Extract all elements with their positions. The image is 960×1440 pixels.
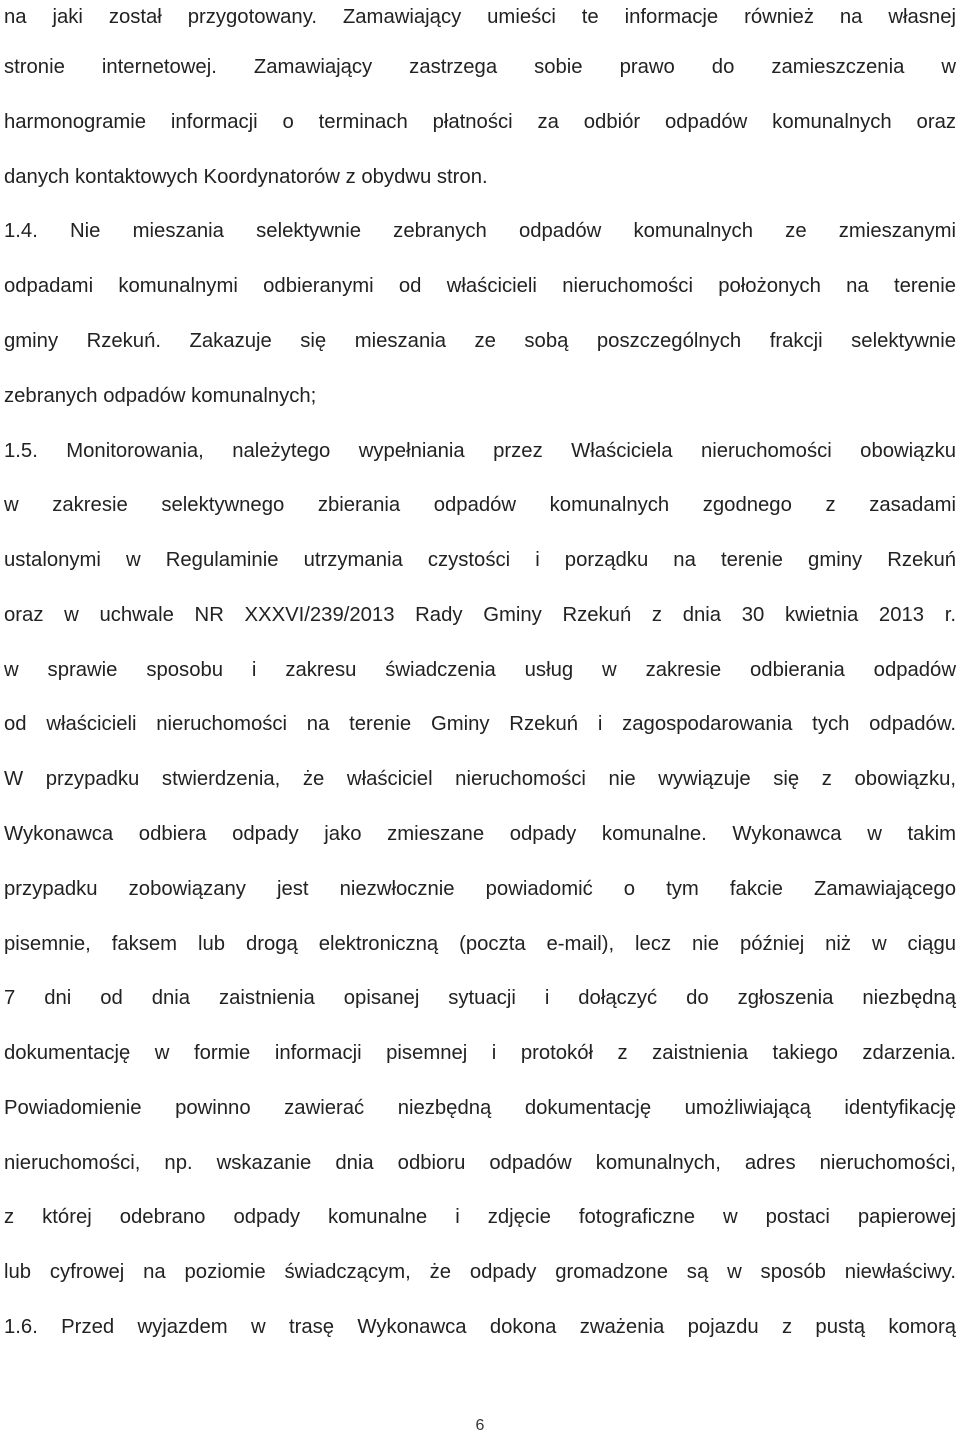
text-line: gminy Rzekuń. Zakazuje się mieszania ze sobą poszczególnych frakcji selektywnie <box>4 330 956 352</box>
text-line: 7 dni od dnia zaistnienia opisanej sytuacji i dołączyć do zgłoszenia niezbędną <box>4 987 956 1009</box>
text-line: na jaki został przygotowany. Zamawiający umieści te informacje również na własnej <box>4 6 956 28</box>
text-line: zebranych odpadów komunalnych; <box>4 385 317 407</box>
text-line: nieruchomości, np. wskazanie dnia odbioru odpadów komunalnych, adres nieruchomości, <box>4 1152 956 1174</box>
text-line: danych kontaktowych Koordynatorów z obydwu stron. <box>4 166 488 188</box>
text-line: od właścicieli nieruchomości na terenie Gminy Rzekuń i zagospodarowania tych odpadów. <box>4 713 956 735</box>
text-line: stronie internetowej. Zamawiający zastrzega sobie prawo do zamieszczenia w <box>4 56 956 78</box>
text-line: dokumentację w formie informacji pisemnej i protokół z zaistnienia takiego zdarzenia. <box>4 1042 956 1064</box>
text-line: w sprawie sposobu i zakresu świadczenia usług w zakresie odbierania odpadów <box>4 659 956 681</box>
text-line: odpadami komunalnymi odbieranymi od właścicieli nieruchomości położonych na terenie <box>4 275 956 297</box>
text-line: pisemnie, faksem lub drogą elektroniczną (poczta e-mail), lecz nie później niż w ciągu <box>4 933 956 955</box>
text-line: z której odebrano odpady komunalne i zdjęcie fotograficzne w postaci papierowej <box>4 1206 956 1228</box>
text-line: w zakresie selektywnego zbierania odpadów komunalnych zgodnego z zasadami <box>4 494 956 516</box>
text-line: lub cyfrowej na poziomie świadczącym, że odpady gromadzone są w sposób niewłaściwy. <box>4 1261 956 1283</box>
text-line: ustalonymi w Regulaminie utrzymania czystości i porządku na terenie gminy Rzekuń <box>4 549 956 571</box>
text-line: Powiadomienie powinno zawierać niezbędną dokumentację umożliwiającą identyfikację <box>4 1097 956 1119</box>
page-number: 6 <box>475 1417 485 1434</box>
section-1-5-heading-line: 1.5. Monitorowania, należytego wypełniania przez Właściciela nieruchomości obowiązku <box>4 440 956 462</box>
section-1-6-heading-line: 1.6. Przed wyjazdem w trasę Wykonawca dokona zważenia pojazdu z pustą komorą <box>4 1316 956 1338</box>
section-1-4-heading-line: 1.4. Nie mieszania selektywnie zebranych odpadów komunalnych ze zmieszanymi <box>4 220 956 242</box>
text-line: harmonogramie informacji o terminach płatności za odbiór odpadów komunalnych oraz <box>4 111 956 133</box>
text-line: W przypadku stwierdzenia, że właściciel nieruchomości nie wywiązuje się z obowiązku, <box>4 768 956 790</box>
text-line: oraz w uchwale NR XXXVI/239/2013 Rady Gminy Rzekuń z dnia 30 kwietnia 2013 r. <box>4 604 956 626</box>
text-line: Wykonawca odbiera odpady jako zmieszane odpady komunalne. Wykonawca w takim <box>4 823 956 845</box>
text-line: przypadku zobowiązany jest niezwłocznie powiadomić o tym fakcie Zamawiającego <box>4 878 956 900</box>
